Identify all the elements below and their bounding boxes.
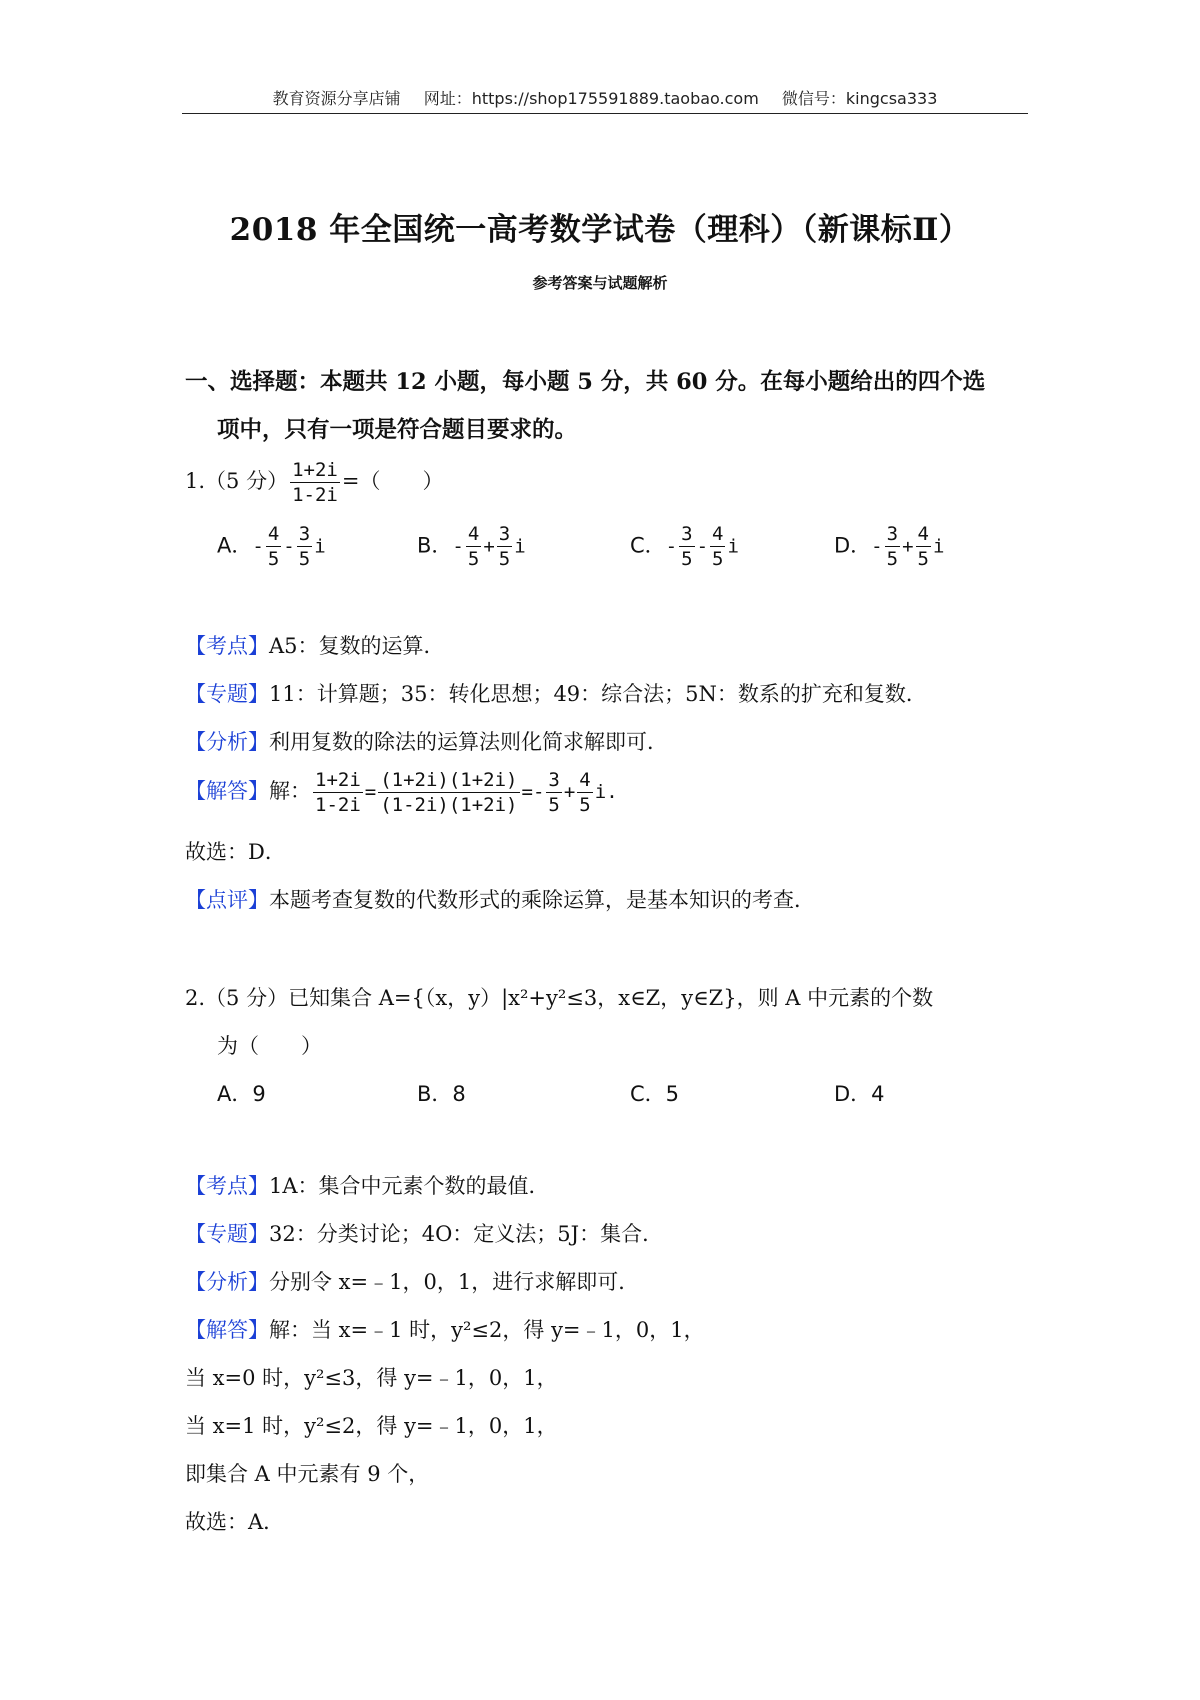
q1-jieda-frac1 (313, 768, 363, 817)
q2-option-d (834, 1078, 885, 1108)
q1-jieda-frac3-den: 5 (548, 794, 560, 816)
q1-kaodian-text: A5：复数的运算． (269, 634, 445, 658)
q1-jieda-tag: 【解答】 (185, 779, 269, 803)
q2-option-d-label: D． (834, 1082, 872, 1106)
q1-a-frac2: $\frac{3}{5}$ (298, 523, 311, 570)
q2-option-b-label: B． (417, 1082, 453, 1106)
q2-option-a-label: A． (217, 1082, 253, 1106)
q1-option-b: B．- $\frac{4}{5}$ + $\frac{3}{5}$ i (417, 523, 526, 570)
q1-fenxi-tag: 【分析】 (185, 730, 269, 754)
q2-option-a-value: 9 (252, 1082, 266, 1106)
section-heading (185, 358, 1033, 454)
q1-dianping-tag: 【点评】 (185, 888, 269, 912)
q1-frac-num: 1+2i (292, 459, 338, 481)
q1-jieda-prefix: 解： (269, 779, 311, 803)
q2-jieda-line-3: 当 x=1 时，y²≤2，得 y=﹣1，0，1， (185, 1414, 558, 1438)
q1-kaodian-tag: 【考点】 (185, 634, 269, 658)
header-url: 网址：https://shop175591889.taobao.com (423, 89, 759, 108)
q1-jieda-frac4 (577, 768, 592, 817)
q1-dianping (185, 884, 815, 914)
q1-option-c-label: C． (630, 533, 666, 558)
q1-option-d-label: D． (834, 533, 872, 558)
q1-stem-prefix: 1.（5 分） (185, 469, 289, 493)
q2-kaodian-text: 1A：集合中元素个数的最值． (269, 1174, 550, 1198)
q2-fenxi-text: 分别令 x=﹣1，0，1，进行求解即可． (269, 1270, 640, 1294)
q2-option-a (217, 1078, 266, 1108)
q2-jieda-line-4: 即集合 A 中元素有 9 个， (185, 1462, 430, 1486)
q2-zhuanti-tag: 【专题】 (185, 1222, 269, 1246)
q2-stem-line-1: 2.（5 分）已知集合 A={（x，y）|x²+y²≤3，x∈Z，y∈Z}，则 A 中元素的个数 (185, 986, 934, 1010)
q1-jieda-frac1-den: 1-2i (315, 794, 361, 816)
q2-option-b-value: 8 (452, 1082, 466, 1106)
q1-d-frac1: $\frac{3}{5}$ (886, 523, 899, 570)
q1-option-a-label: A． (217, 533, 253, 558)
q1-c-frac1: $\frac{3}{5}$ (681, 523, 693, 570)
section-line-2: 项中，只有一项是符合题目要求的。 (217, 417, 578, 443)
q1-jieda-frac4-num: 4 (579, 769, 591, 791)
q2-zhuanti (185, 1218, 663, 1248)
q1-jieda-frac2-num: (1+2i)(1+2i) (380, 769, 518, 791)
section-line-1: 一、选择题：本题共 12 小题，每小题 5 分，共 60 分。在每小题给出的四个选 (185, 369, 986, 395)
q2-jieda-tag: 【解答】 (185, 1318, 269, 1342)
header-wechat: 微信号：kingcsa333 (781, 89, 938, 108)
header-shop: 教育资源分享店铺 (272, 89, 401, 108)
q1-b-frac2: $\frac{3}{5}$ (498, 523, 511, 570)
q1-fenxi-text: 利用复数的除法的运算法则化简求解即可． (269, 730, 668, 754)
q2-kaodian-tag: 【考点】 (185, 1174, 269, 1198)
q1-jieda-frac1-num: 1+2i (315, 769, 361, 791)
q1-stem-fraction (290, 458, 340, 507)
q2-fenxi-tag: 【分析】 (185, 1270, 269, 1294)
q2-fenxi (185, 1266, 639, 1296)
q1-jieda-frac3 (546, 768, 561, 817)
q1-zhuanti-tag: 【专题】 (185, 682, 269, 706)
q1-zhuanti (185, 678, 927, 708)
q2-jieda-line-2: 当 x=0 时，y²≤3，得 y=﹣1，0，1， (185, 1366, 558, 1390)
header-divider (182, 113, 1028, 114)
q1-c-frac2: $\frac{4}{5}$ (712, 523, 724, 570)
q1-option-c: C．- $\frac{3}{5}$ - $\frac{4}{5}$ i (630, 523, 739, 570)
q1-option-b-label: B． (417, 533, 453, 558)
page-header (182, 86, 1028, 109)
q1-zhuanti-text: 11：计算题；35：转化思想；49：综合法；5N：数系的扩充和复数． (269, 682, 927, 706)
q2-option-d-value: 4 (871, 1082, 885, 1106)
q1-jieda: 【解答】解： $\frac{1+2i}{1-2i}$ = $\frac{(1+2i)(1+2i)}{(1-2i)(1+2i)}$ =- $\frac{3}{5}$ + $\frac{4}{5}$ i. (185, 769, 618, 816)
exam-title: 2018 年全国统一高考数学试卷（理科）（新课标Ⅱ） (229, 212, 971, 248)
q1-d-frac2: $\frac{4}{5}$ (917, 523, 929, 570)
q1-option-a: A．- $\frac{4}{5}$ - $\frac{3}{5}$ i (217, 523, 326, 570)
q2-option-c-value: 5 (665, 1082, 680, 1106)
q2-guxuan: 故选：A． (185, 1510, 285, 1534)
q1-jieda-frac2-den: (1-2i)(1+2i) (380, 794, 518, 816)
q2-kaodian (185, 1170, 550, 1200)
q1-jieda-frac3-num: 3 (548, 769, 560, 791)
q2-jieda (185, 1314, 705, 1344)
q1-fenxi (185, 726, 668, 756)
q2-stem-line-2: 为（ ） (217, 1034, 322, 1058)
q1-jieda-frac4-den: 5 (579, 794, 591, 816)
q1-frac-den: 1-2i (292, 484, 338, 506)
q1-stem-suffix: =（ ） (341, 469, 444, 493)
q1-kaodian (185, 630, 445, 660)
q2-zhuanti-text: 32：分类讨论；4O：定义法；5J：集合． (269, 1222, 664, 1246)
q2-jieda-line-1: 解：当 x=﹣1 时，y²≤2，得 y=﹣1，0，1， (269, 1318, 705, 1342)
q2-option-b (417, 1078, 466, 1108)
q1-a-frac1: $\frac{4}{5}$ (267, 523, 280, 570)
q2-option-c (630, 1078, 679, 1108)
q1-guxuan: 故选：D． (185, 840, 286, 864)
q2-option-c-label: C． (630, 1082, 666, 1106)
exam-subtitle: 参考答案与试题解析 (532, 274, 668, 292)
q1-option-d: D．- $\frac{3}{5}$ + $\frac{4}{5}$ i (834, 523, 945, 570)
q1-stem (185, 458, 443, 507)
q1-b-frac1: $\frac{4}{5}$ (467, 523, 480, 570)
q1-dianping-text: 本题考查复数的代数形式的乘除运算，是基本知识的考查． (269, 888, 815, 912)
q1-jieda-frac2 (378, 768, 519, 817)
